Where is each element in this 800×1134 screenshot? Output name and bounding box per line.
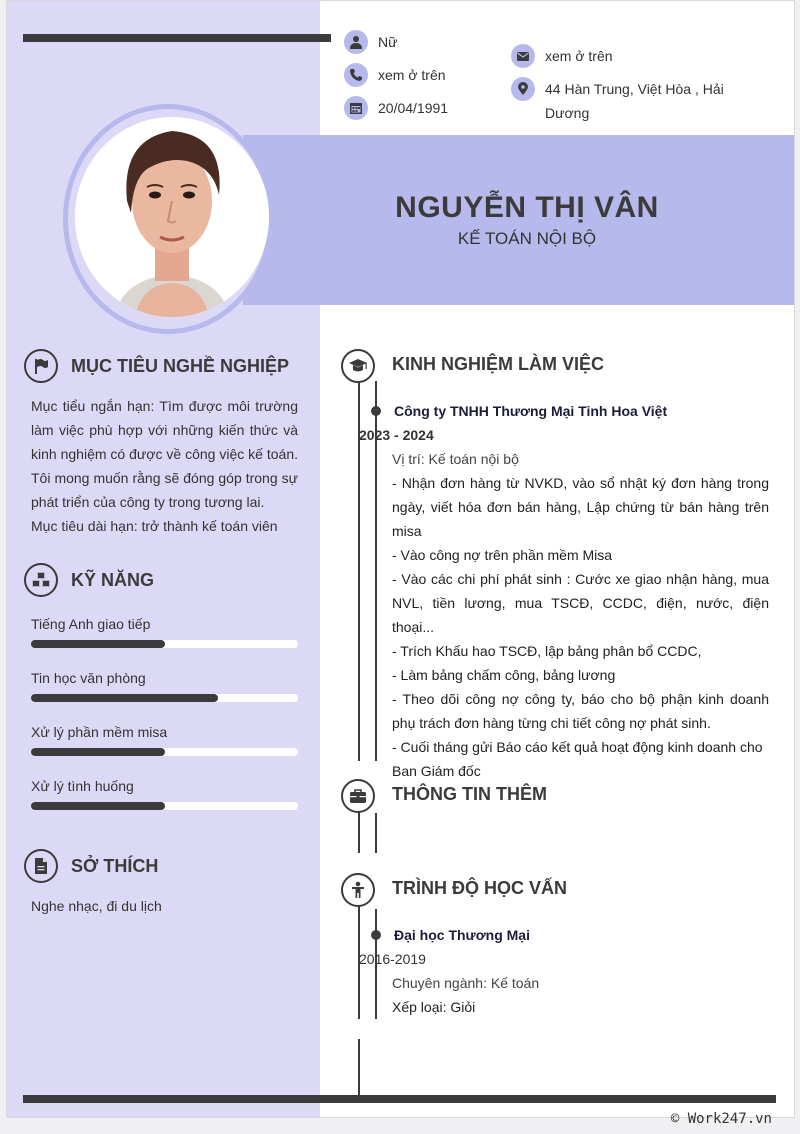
skill-bar-fill xyxy=(31,694,218,702)
skill-bar xyxy=(31,802,298,810)
job-title: KẾ TOÁN NỘI BỘ xyxy=(457,229,597,248)
map-pin-icon xyxy=(511,77,535,101)
skill-bar xyxy=(31,694,298,702)
hobbies-text: Nghe nhạc, đi du lịch xyxy=(31,898,162,914)
objective-long-term: Mục tiêu dài hạn: trở thành kế toán viên xyxy=(31,518,278,534)
company-name: Công ty TNHH Thương Mại Tinh Hoa Việt xyxy=(394,403,668,419)
duty-item: - Trích Khấu hao TSCĐ, lập bảng phân bổ CCDC, xyxy=(392,643,702,659)
timeline-line xyxy=(358,1039,360,1097)
document-icon xyxy=(24,849,58,883)
person-icon xyxy=(341,873,375,907)
skill-name: Tiếng Anh giao tiếp xyxy=(31,616,151,632)
copyright-text: © Work247.vn xyxy=(670,1111,772,1127)
gender-text: Nữ xyxy=(378,34,398,50)
skill-name: Xử lý tình huống xyxy=(31,778,134,794)
name-block xyxy=(321,191,733,249)
candidate-name: NGUYỄN THỊ VÂN xyxy=(395,191,659,224)
cv-page xyxy=(6,0,795,1118)
skill-bar-fill xyxy=(31,640,165,648)
contact-address xyxy=(511,77,741,125)
user-icon xyxy=(344,30,368,54)
duty-item: - Nhận đơn hàng từ NVKD, vào sổ nhật ký đơn hàng trong ngày, viết hóa đơn bán hàng, Lập chứng từ bán hàng trên misa xyxy=(392,475,769,539)
graduation-cap-icon xyxy=(341,349,375,383)
duty-item: - Cuối tháng gửi Báo cáo kết quả hoạt động kinh doanh cho Ban Giám đốc xyxy=(392,739,763,779)
skill-name: Xử lý phần mềm misa xyxy=(31,724,168,740)
experience-role: Vị trí: Kế toán nội bộ xyxy=(392,451,519,467)
education-grade: Xếp loại: Giỏi xyxy=(392,999,476,1015)
address-text: 44 Hàn Trung, Việt Hòa , Hải Dương xyxy=(545,81,724,121)
contact-phone xyxy=(344,63,446,87)
skill-item xyxy=(31,616,298,648)
bottom-divider xyxy=(23,1095,776,1103)
experience-period: 2023 - 2024 xyxy=(359,427,434,443)
timeline-line xyxy=(375,813,377,853)
skill-bar-fill xyxy=(31,748,165,756)
top-divider xyxy=(23,34,331,42)
timeline-line xyxy=(358,809,360,853)
skill-item xyxy=(31,778,298,810)
phone-text: xem ở trên xyxy=(378,67,446,83)
school-name: Đại học Thương Mại xyxy=(394,927,530,943)
education-major: Chuyên ngành: Kế toán xyxy=(392,975,540,991)
objective-short-term: Mục tiểu ngắn hạn: Tìm được môi trường làm việc phù hợp với những kiến thức và kinh nghiệm có được về công việc kế toán. Tôi mong muốn rằng sẽ đóng góp trong sự phát triển của công ty trong tương lai. xyxy=(31,398,298,510)
objective-text xyxy=(31,394,298,538)
objective-title: MỤC TIÊU NGHỀ NGHIỆP xyxy=(71,356,290,376)
briefcase-icon xyxy=(341,779,375,813)
experience-duties xyxy=(392,471,769,783)
cubes-icon xyxy=(24,563,58,597)
email-text: xem ở trên xyxy=(545,48,613,64)
duty-item: - Làm bảng chấm công, bảng lương xyxy=(392,667,616,683)
education-title: TRÌNH ĐỘ HỌC VẤN xyxy=(392,878,567,898)
flag-icon xyxy=(24,349,58,383)
phone-icon xyxy=(344,63,368,87)
duty-item: - Theo dõi công nợ công ty, báo cho bộ phận kinh doanh phụ trách đơn hàng từng chi tiết công nợ phát sinh. xyxy=(392,691,769,731)
contact-birthday xyxy=(344,96,448,120)
skill-item xyxy=(31,724,298,756)
skill-item xyxy=(31,670,298,702)
timeline-dot xyxy=(371,406,381,416)
skill-bar-fill xyxy=(31,802,165,810)
envelope-icon xyxy=(511,44,535,68)
education-period: 2016-2019 xyxy=(359,951,426,967)
skill-bar xyxy=(31,748,298,756)
skill-name: Tin học văn phòng xyxy=(31,670,146,686)
birthday-text: 20/04/1991 xyxy=(378,100,449,116)
timeline-dot xyxy=(371,930,381,940)
contact-gender xyxy=(344,30,397,54)
avatar xyxy=(75,117,269,317)
experience-title: KINH NGHIỆM LÀM VIỆC xyxy=(392,354,605,374)
duty-item: - Vào công nợ trên phần mềm Misa xyxy=(392,547,613,563)
duty-item: - Vào các chi phí phát sinh : Cước xe giao nhận hàng, mua NVL, tiền lương, mua TSCĐ, CCDC, điện, nước, điện thoại... xyxy=(392,571,769,635)
skill-bar xyxy=(31,640,298,648)
contact-email xyxy=(511,44,613,68)
calendar-icon xyxy=(344,96,368,120)
skills-title: KỸ NĂNG xyxy=(71,570,155,590)
additional-title: THÔNG TIN THÊM xyxy=(392,784,547,804)
hobbies-title: SỞ THÍCH xyxy=(71,856,159,876)
